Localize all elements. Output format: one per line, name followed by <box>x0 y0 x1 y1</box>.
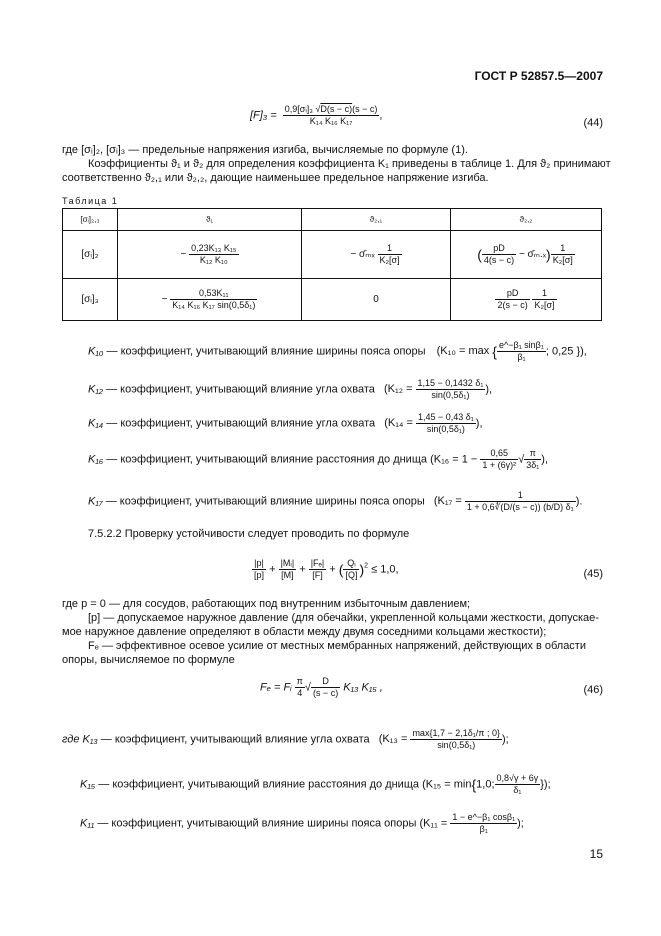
cell-theta22: ( $\frac{pD}{4(s - c)}$ − σ̄ₘ.ₓ) $\frac{1}{\text{K₂[σ]}}$ <box>451 231 602 279</box>
equation-45: $\frac{|p|}{[p]}$ + $\frac{\text{|Mᵢ|}}{[M]}$ + $\frac{\text{|Fₑ|}}{[F]}$ + ( $\frac{\text{Qᵢ}}{[Q]}$ )$^2$ ≤ 1,0, <box>254 558 399 580</box>
def-k13: где K₁₃ — коэффициент, учитывающий влияние угла охвата (K₁₃ = $\frac{\text{max\{1,7 − 2,1δ₁/π ; 0\}}}{\text{sin(0,5δ₁)}}$ ); <box>62 728 509 750</box>
equation-46-number: (46) <box>583 684 603 696</box>
table-header-cell: [σᵢ]₂,₃ <box>63 209 118 231</box>
where-45-line-3: мое наружное давление определяют в области между двумя соседними кольцами жесткости); <box>62 626 547 638</box>
def-k15: K₁₅ — коэффициент, учитывающий влияние расстояния до днища (K₁₅ = min{1,0; $\frac{0,8√\gamma + 6\gamma}{\text{δ₁}}$ }); <box>80 773 551 795</box>
table-header-cell: ϑ₂,₁ <box>302 209 451 231</box>
def-k14: K₁₄ — коэффициент, учитывающий влияние угла охвата (K₁₄ = $\frac{\text{1,45 − 0,43 δ₁}}{\text{sin(0,5δ₁)}}$ ), <box>88 412 483 434</box>
where-45-line-5: опоры, вычисляемое по формуле <box>62 654 235 666</box>
row-label: [σᵢ]₂ <box>63 231 118 279</box>
table-caption: Таблица 1 <box>62 196 119 206</box>
cell-theta22: $\frac{pD}{2(s - c)}$ $\frac{1}{\text{K₂[σ]}}$ <box>451 279 602 321</box>
table-1 <box>62 208 602 321</box>
where-45-line-1: где p = 0 — для сосудов, работающих под внутренним избыточным давлением; <box>62 598 471 610</box>
table-header-row <box>63 209 602 231</box>
def-k11: K₁₁ — коэффициент, учитывающий влияние ширины пояса опоры (K₁₁ = $\frac{\text{1 − e\textasciicircum{}−β₁ cosβ₁}}{\text{β₁}}$ ); <box>80 812 524 834</box>
equation-46: Fₑ = Fᵢ $\frac{\pi}{4}$ √ $\frac{D}{(s - c)}$ K₁₃ K₁₅ , <box>260 676 383 698</box>
table-header-cell: ϑ₁ <box>118 209 302 231</box>
equation-45-number: (45) <box>583 568 603 580</box>
section-7-5-2-2: 7.5.2.2 Проверку устойчивости следует проводить по формуле <box>88 528 410 540</box>
where-45-line-4: Fₑ — эффективное осевое усилие от местных мембранных напряжений, действующих в области <box>88 640 586 652</box>
cell-theta1: − $\frac{\text{0,53K₁₁}}{\text{K₁₄ K₁₆ K₁₇ sin(0,5δ₁)}}$ <box>118 279 302 321</box>
text-line-1: где [σᵢ]₂, [σᵢ]₃ — предельные напряжения изгиба, вычисляемые по формуле (1). <box>62 144 468 156</box>
table-header-cell: ϑ₂,₂ <box>451 209 602 231</box>
cell-theta21: 0 <box>302 279 451 321</box>
text-line-3: соответственно ϑ₂,₁ или ϑ₂,₂, дающие наименьшее предельное напряжение изгиба. <box>62 172 489 184</box>
cell-theta21: − σ̄ₘₓ $\frac{1}{\text{K₂[σ]}}$ <box>302 231 451 279</box>
def-k12: K₁₂ — коэффициент, учитывающий влияние угла охвата (K₁₂ = $\frac{\text{1,15 − 0,1432 δ₁}}{\text{sin(0,5δ₁)}}$ ), <box>88 378 493 400</box>
text-line-2: Коэффициенты ϑ₁ и ϑ₂ для определения коэффициента K₁ приведены в таблице 1. Для ϑ₂ принимают <box>88 158 611 170</box>
table-row <box>63 279 602 321</box>
def-k17: K₁₇ — коэффициент, учитывающий влияние ширины пояса опоры (K₁₇ = $\frac{1}{\text{1 + 0,6∛(D/(s − c)) (b/D) δ₁}}$ ). <box>88 490 583 512</box>
equation-44-number: (44) <box>583 117 603 129</box>
equation-44: [F]₃ = $\frac{\text{0,9[σᵢ]₃ √D(s − c)(s − c)}}{\text{K₁₄ K₁₆ K₁₇}}$ , <box>250 104 383 126</box>
where-45-line-2: [p] — допускаемое наружное давление (для обечайки, укрепленной кольцами жесткости, допускае- <box>88 612 599 624</box>
def-k16: K₁₆ — коэффициент, учитывающий влияние расстояния до днища (K₁₆ = 1 − $\frac{0,65}{\text{1 + (6γ)²}}$ √ $\frac{\pi}{\text{3δ₁}}$ ), <box>88 448 549 470</box>
standard-header: ГОСТ Р 52857.5—2007 <box>474 69 603 83</box>
def-k10: K₁₀ — коэффициент, учитывающий влияние ширины пояса опоры (K₁₀ = max { $\frac{\text{e\textasciicircum{}−β₁ sinβ₁}}{\text{β₁}}$ ; 0,25 }), <box>88 340 587 362</box>
row-label: [σᵢ]₃ <box>63 279 118 321</box>
cell-theta1: − $\frac{\text{0,23K₁₃ K₁₅}}{\text{K₁₂ K₁₀}}$ <box>118 231 302 279</box>
page-number: 15 <box>589 847 603 861</box>
table-row <box>63 231 602 279</box>
